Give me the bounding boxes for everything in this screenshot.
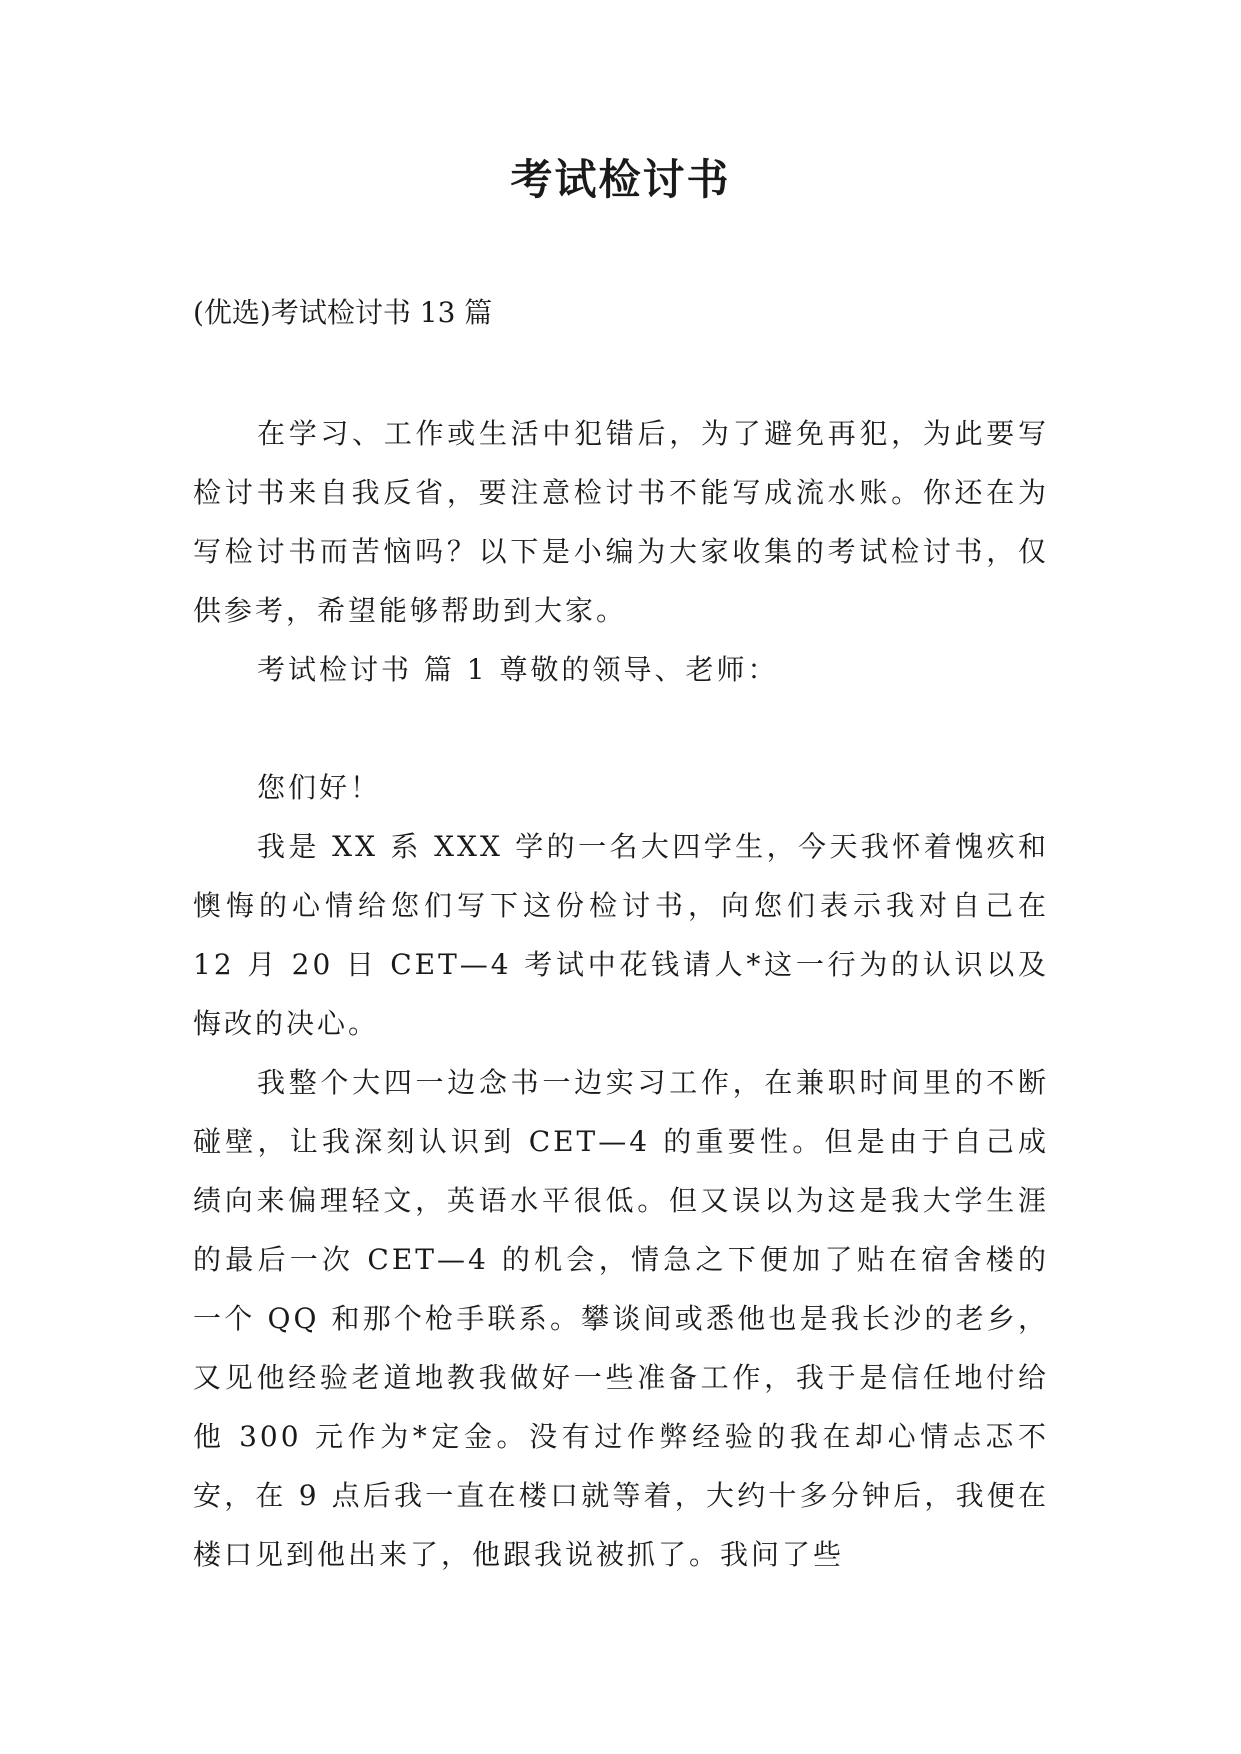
intro-paragraph: 在学习、工作或生活中犯错后，为了避免再犯，为此要写检讨书来自我反省，要注意检讨书不能写成流水账。你还在为写检讨书而苦恼吗？以下是小编为大家收集的考试检讨书，仅供参考，希望能够帮助到大家。 [193,417,1049,627]
body-paragraph: 我是 XX 系 XXX 学的一名大四学生，今天我怀着愧疚和懊悔的心情给您们写下这份检讨书，向您们表示我对自己在 12 月 20 日 CET—4 考试中花钱请人*这一行为的认识以及悔改的决心。 [193,830,1049,1040]
letter-heading: 考试检讨书 篇 1 尊敬的领导、老师： [257,653,779,686]
greeting-paragraph: 您们好！ [257,771,382,804]
document-title: 考试检讨书 [510,155,731,204]
paragraph-spacer [193,699,1049,758]
document-body [193,404,1049,1584]
document-subtitle: (优选)考试检讨书 13 篇 [193,296,493,329]
body-paragraph: 我整个大四一边念书一边实习工作，在兼职时间里的不断碰壁，让我深刻认识到 CET—4 的重要性。但是由于自己成绩向来偏理轻文，英语水平很低。但又误以为这是我大学生涯的最后一次 CET—4 的机会，情急之下便加了贴在宿舍楼的一个 QQ 和那个枪手联系。攀谈间或悉他也是我长沙的老乡，又见他经验老道地教我做好一些准备工作，我于是信任地付给他 300 元作为*定金。没有过作弊经验的我在却心情忐忑不安，在 9 点后我一直在楼口就等着，大约十多分钟后，我便在楼口见到他出来了，他跟我说被抓了。我问了些 [193,1066,1049,1571]
